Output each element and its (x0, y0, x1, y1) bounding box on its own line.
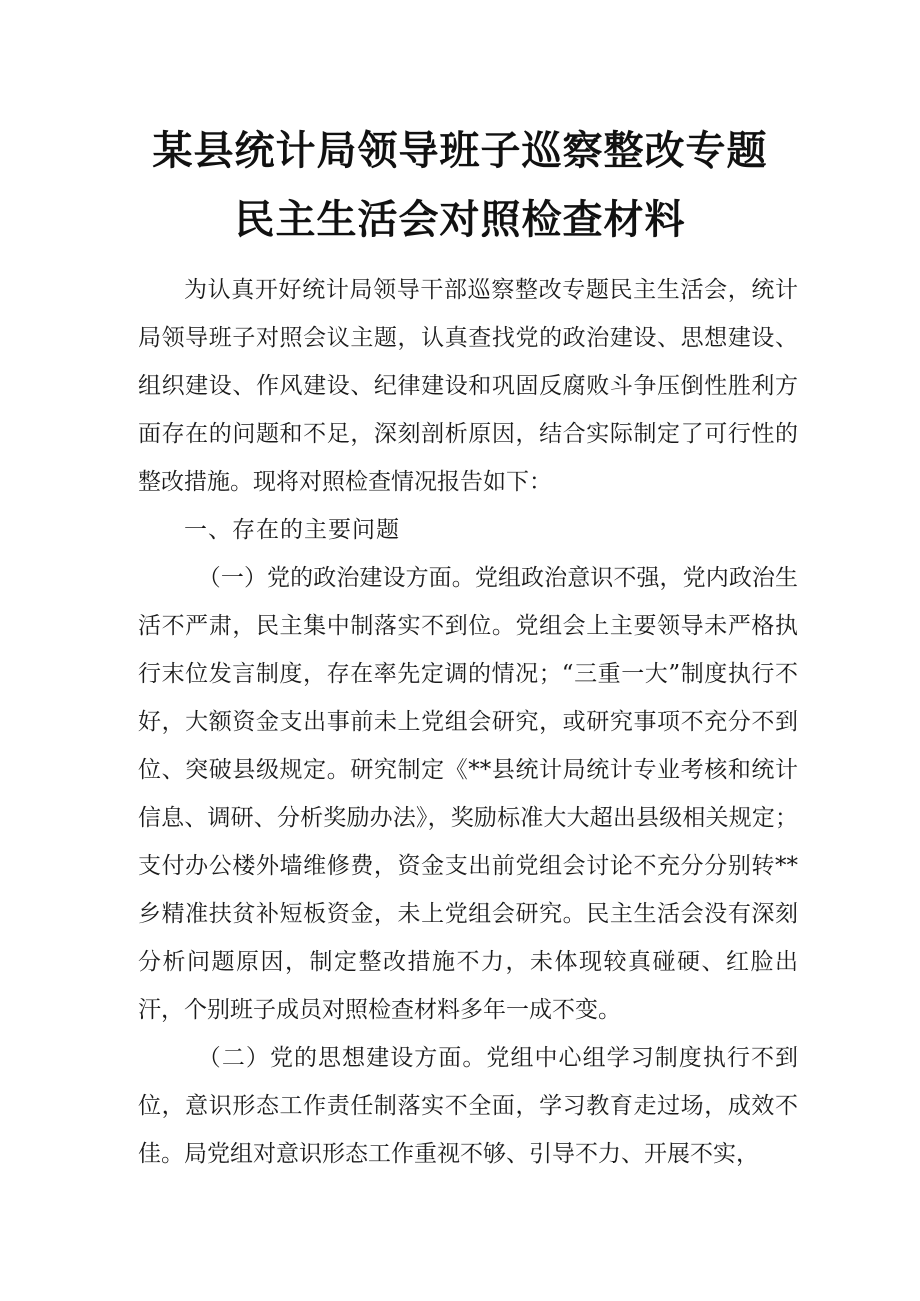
paragraph-ideological-construction: （二）党的思想建设方面。党组中心组学习制度执行不到位，意识形态工作责任制落实不全面，学习教育走过场，成效不佳。局党组对意识形态工作重视不够、引导不力、开展不实， (138, 1045, 798, 1167)
section-heading: 一、存在的主要问题 (184, 517, 400, 543)
document-title-line-2: 民主生活会对照检查材料 (234, 197, 686, 243)
document-body (138, 266, 798, 1178)
paragraph-political-construction: （一）党的政治建设方面。党组政治意识不强，党内政治生活不严肃，民主集中制落实不到位。党组会上主要领导未严格执行末位发言制度，存在率先定调的情况；“三重一大”制度执行不好，大额资金支出事前未上党组会研究，或研究事项不充分不到位、突破县级规定。研究制定《**县统计局统计专业考核和统计信息、调研、分析奖励办法》，奖励标准大大超出县级相关规定；支付办公楼外墙维修费，资金支出前党组会讨论不充分分别转**乡精准扶贫补短板资金，未上党组会研究。民主生活会没有深刻分析问题原因，制定整改措施不力，未体现较真碰硬、红脸出汗，个别班子成员对照检查材料多年一成不变。 (138, 565, 798, 1023)
intro-paragraph: 为认真开好统计局领导干部巡察整改专题民主生活会，统计局领导班子对照会议主题，认真查找党的政治建设、思想建设、组织建设、作风建设、纪律建设和巩固反腐败斗争压倒性胜利方面存在的问题和不足，深刻剖析原因，结合实际制定了可行性的整改措施。现将对照检查情况报告如下： (138, 277, 798, 495)
document-title-line-1: 某县统计局领导班子巡察整改专题 (152, 128, 768, 174)
